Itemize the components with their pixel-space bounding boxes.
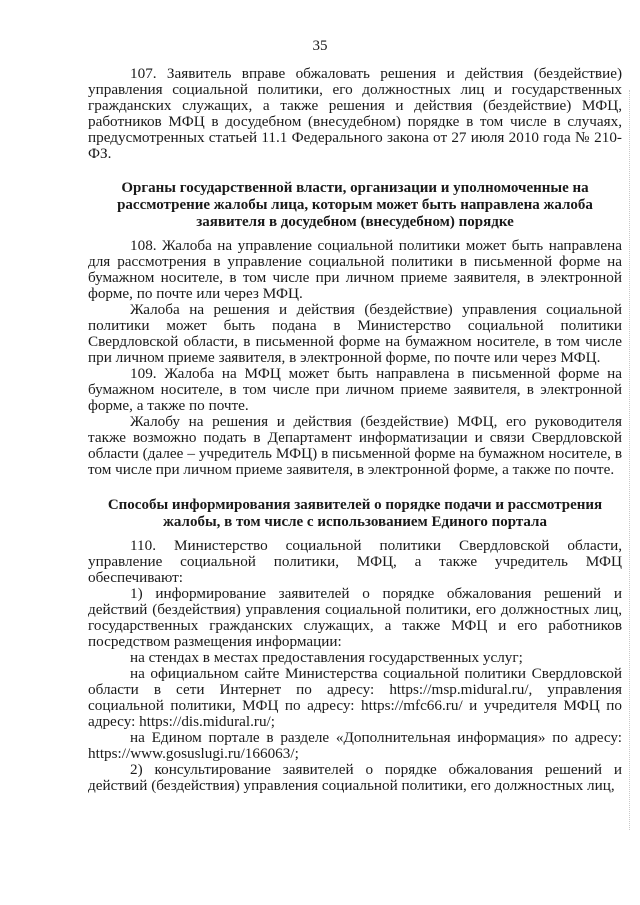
list-item-website: на официальном сайте Министерства социальной политики Свердловской области в сети Интернет по адресу: https://msp.midural.ru/, управления социальной политики, МФЦ по адресу: https://mfc66.ru/ и учредителя МФЦ по адресу: https://dis.midural.ru/; (88, 665, 622, 730)
list-item-portal: на Едином портале в разделе «Дополнительная информация» по адресу: https://www.gosuslugi.ru/166063/; (88, 729, 622, 762)
section-heading-informing: Способы информирования заявителей о порядке подачи и рассмотрения жалобы, в том числе с использованием Единого портала (107, 497, 603, 530)
paragraph-108: 108. Жалоба на управление социальной политики может быть направлена для рассмотрения в управление социальной политики в письменной форме на бумажном носителе, в том числе при личном приеме заявителя, в электронной форме, по почте или через МФЦ. (88, 237, 622, 302)
list-item-2: 2) консультирование заявителей о порядке обжалования решений и действий (бездействия) управления социальной политики, его должностных лиц, (88, 761, 622, 794)
section-heading-complaint-bodies: Органы государственной власти, организации и уполномоченные на рассмотрение жалобы лица, которым может быть направлена жалоба заявителя в досудебном (внесудебном) порядке (117, 180, 593, 230)
scan-edge-line (628, 90, 630, 830)
paragraph-110: 110. Министерство социальной политики Свердловской области, управление социальной политики, МФЦ, а также учредитель МФЦ обеспечивают: (88, 537, 622, 586)
paragraph-109: 109. Жалоба на МФЦ может быть направлена в письменной форме на бумажном носителе, в том числе при личном приеме заявителя, в электронной форме, а также по почте. (88, 365, 622, 414)
document-body (88, 66, 622, 794)
paragraph-107: 107. Заявитель вправе обжаловать решения и действия (бездействие) управления социальной политики, его должностных лиц и государственных гражданских служащих, а также решения и действия (бездействие) МФЦ, работников МФЦ в досудебном (внесудебном) порядке в том числе в случаях, предусмотренных статьей 11.1 Федерального закона от 27 июля 2010 года № 210-ФЗ. (88, 65, 622, 162)
page-number: 35 (312, 38, 328, 54)
paragraph-109-founder: Жалобу на решения и действия (бездействие) МФЦ, его руководителя также возможно подать в Департамент информатизации и связи Свердловской области (далее – учредитель МФЦ) в письменной форме на бумажном носителе, в том числе при личном приеме заявителя, в электронной форме, а также по почте. (88, 413, 622, 478)
list-item-1: 1) информирование заявителей о порядке обжалования решений и действий (бездействия) управления социальной политики, его должностных лиц, государственных гражданских служащих, а также МФЦ и его работников посредством размещения информации: (88, 585, 622, 650)
list-item-stands: на стендах в местах предоставления государственных услуг; (130, 649, 523, 666)
paragraph-108-ministry: Жалоба на решения и действия (бездействие) управления социальной политики может быть подана в Министерство социальной политики Свердловской области, в письменной форме на бумажном носителе, в том числе при личном приеме заявителя, в электронной форме, по почте или через МФЦ. (88, 301, 622, 366)
